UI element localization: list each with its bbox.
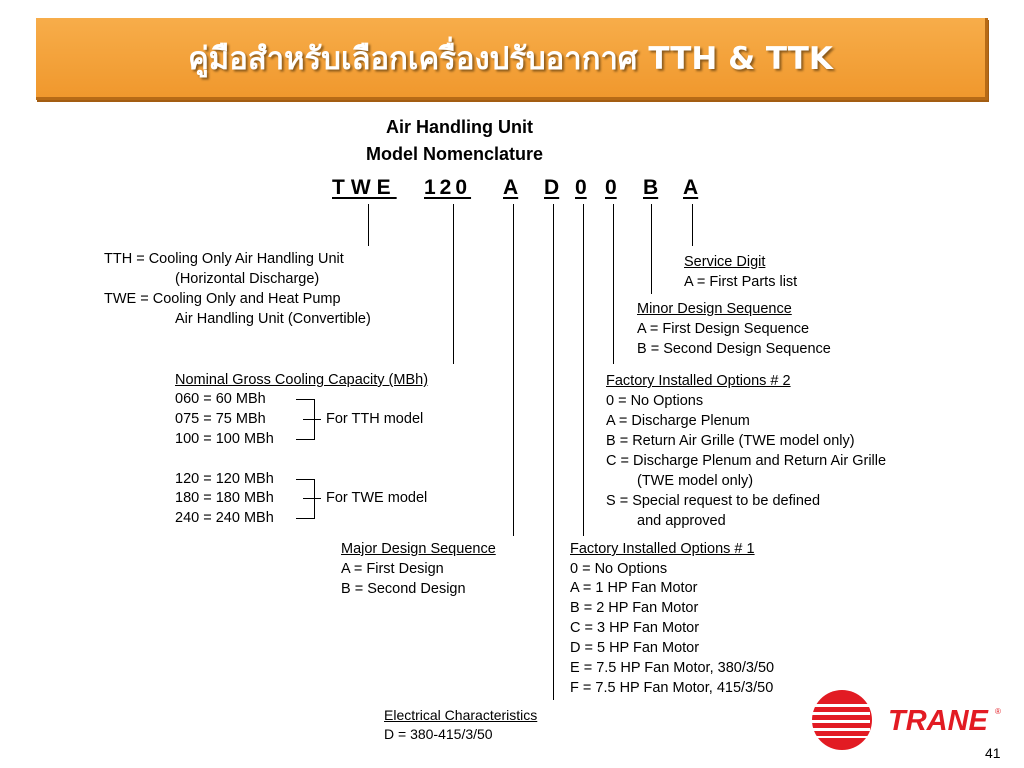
svg-text:®: ® [995, 707, 1001, 716]
page-number: 41 [985, 745, 1001, 761]
bracket-tth-bottom [296, 439, 314, 440]
bracket-twe-bottom [296, 518, 314, 519]
model-type-line3: TWE = Cooling Only and Heat Pump [104, 291, 341, 307]
fio2-item: B = Return Air Grille (TWE model only) [606, 433, 855, 449]
connector-fio2 [613, 204, 614, 364]
bracket-twe-top [296, 479, 314, 480]
fio1-item: D = 5 HP Fan Motor [570, 640, 700, 656]
code-major-design: A [503, 176, 519, 199]
bracket-twe-vertical [314, 479, 315, 519]
code-electrical: D [544, 176, 560, 199]
trane-logo-mark [810, 688, 1010, 752]
code-model-type: TWE [332, 176, 397, 199]
code-capacity: 120 [424, 176, 472, 199]
connector-capacity [453, 204, 454, 364]
connector-minor [651, 204, 652, 294]
diagram-heading-line1: Air Handling Unit [386, 117, 533, 137]
code-minor-design: B [643, 176, 659, 199]
major-title: Major Design Sequence [341, 541, 496, 557]
connector-electrical [553, 204, 554, 700]
code-fio1: 0 [575, 176, 587, 199]
fio2-item: and approved [637, 513, 726, 529]
fio2-item: A = Discharge Plenum [606, 413, 750, 429]
fio1-item: C = 3 HP Fan Motor [570, 620, 700, 636]
capacity-tth-label: For TTH model [326, 411, 424, 427]
capacity-item: 120 = 120 MBh [175, 471, 274, 487]
minor-item: B = Second Design Sequence [637, 341, 831, 357]
capacity-item: 180 = 180 MBh [175, 490, 274, 506]
fio1-item: A = 1 HP Fan Motor [570, 580, 698, 596]
diagram-heading-line2: Model Nomenclature [366, 144, 544, 164]
title-banner [36, 18, 988, 100]
trane-logo [810, 688, 1010, 757]
major-item: B = Second Design [341, 581, 466, 597]
fio1-item: 0 = No Options [570, 561, 668, 577]
code-fio2: 0 [605, 176, 617, 199]
fio1-item: F = 7.5 HP Fan Motor, 415/3/50 [570, 680, 774, 696]
minor-title: Minor Design Sequence [637, 301, 792, 317]
connector-fio1 [583, 204, 584, 536]
capacity-item: 240 = 240 MBh [175, 510, 274, 526]
model-type-line4: Air Handling Unit (Convertible) [175, 311, 371, 327]
capacity-item: 075 = 75 MBh [175, 411, 266, 427]
fio1-title: Factory Installed Options # 1 [570, 541, 755, 557]
fio1-item: B = 2 HP Fan Motor [570, 600, 699, 616]
service-title: Service Digit [684, 254, 766, 270]
fio2-item: S = Special request to be defined [606, 493, 821, 509]
fio1-item: E = 7.5 HP Fan Motor, 380/3/50 [570, 660, 775, 676]
bracket-tth-tick [303, 419, 321, 420]
fio2-item: (TWE model only) [637, 473, 754, 489]
page-title: คู่มือสำหรับเลือกเครื่องปรับอากาศ TTH & TTK [188, 40, 833, 77]
capacity-title: Nominal Gross Cooling Capacity (MBh) [175, 372, 429, 388]
bracket-twe-tick [303, 498, 321, 499]
model-type-line2: (Horizontal Discharge) [175, 271, 320, 287]
brand-wordmark: TRANE [888, 705, 988, 737]
electrical-title: Electrical Characteristics [384, 707, 538, 723]
code-service-digit: A [683, 176, 699, 199]
service-item: A = First Parts list [684, 274, 798, 290]
capacity-twe-label: For TWE model [326, 490, 428, 506]
connector-service [692, 204, 693, 246]
bracket-tth-top [296, 399, 314, 400]
capacity-item: 100 = 100 MBh [175, 431, 274, 447]
connector-model-type [368, 204, 369, 246]
major-item: A = First Design [341, 561, 444, 577]
model-type-line1: TTH = Cooling Only Air Handling Unit [104, 251, 344, 267]
connector-major [513, 204, 514, 536]
capacity-item: 060 = 60 MBh [175, 391, 266, 407]
fio2-item: C = Discharge Plenum and Return Air Grille [606, 453, 887, 469]
electrical-item: D = 380-415/3/50 [384, 726, 493, 742]
fio2-title: Factory Installed Options # 2 [606, 373, 791, 389]
minor-item: A = First Design Sequence [637, 321, 810, 337]
fio2-item: 0 = No Options [606, 393, 704, 409]
